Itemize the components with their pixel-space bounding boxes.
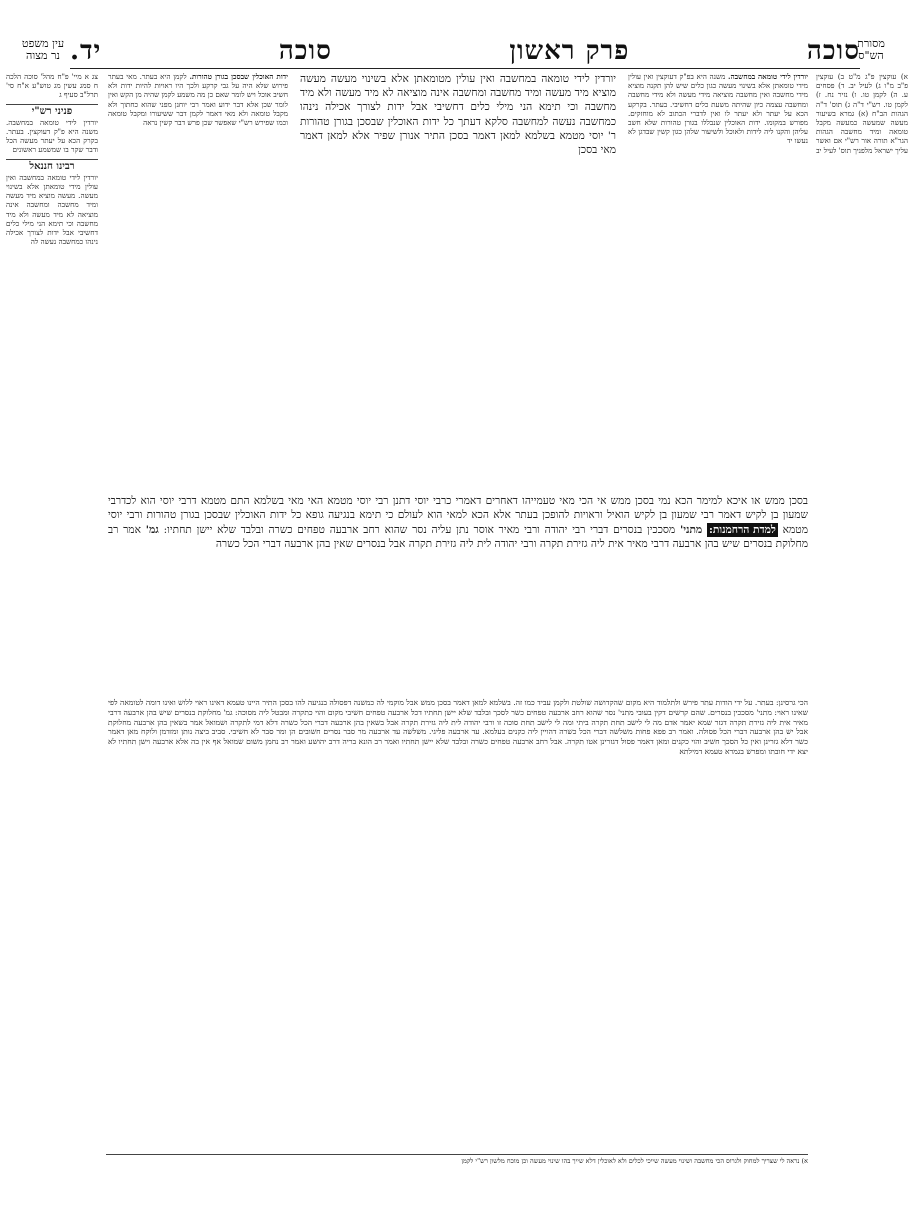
- page-header: [70, 34, 860, 69]
- ein-mishpat-text: צג א מיי' פ"ח מהל' סוכה הלכה ח סמג עשין מג טוש"ע א"ח סי' תרל"ב סעיף ג: [6, 72, 98, 100]
- tosafot-text: לקמן היא בעתר. מאי בעתר פירוש שלא היה על גבי קרקע ולכך היו ראויות להיות ידות ולא חשיב אוכל ויש לומר שאם כן מה משמע לקמן שהיה מן הקש ואין לומר שכן אלא דבר ידוע ואמר רבי יוחנן מפני שהוא כחתוך ולא מקבל טומאה ולא מאי דאמר לקמן דבר ששיעורו ומקבל טומאה וכמו שפירש רש"י שאפשר שכן פרש דבר קשין נראה: [108, 72, 288, 128]
- rabbenu-chananel-title: רבינו חננאל: [6, 159, 98, 171]
- tractate-name-right: סוכה: [806, 36, 860, 66]
- footnote: א) נראה לי שצריך למחוק ולגרוס הכי מחשבה ושינוי מעשה שייכי לכלים ולא לאוכלין דלא שייך בהו שינוי מעשה וכן מוכח מלשון רש"י לקמן: [106, 1154, 808, 1183]
- chapter-name: פרק ראשון: [509, 36, 630, 66]
- gemara-continuation-text: אמר רב מחלוקת בנסרים שיש בהן ארבעה דרבי מאיר אית ליה גזירת תקרה ורבי יהודה לית ליה גזירת תקרה אבל בנסרים שאין בהן ארבעה דברי הכל כשרה: [108, 523, 808, 551]
- gemara-center: [300, 72, 616, 492]
- peney-rashi-text: יורדין לידי טומאה במחשבה. משנה היא פ"ק דעוקצין. בעתר. בקרק הכא על יעתר מעשה הכל ודבר שקר בו שמשמע ראשונים: [6, 117, 98, 155]
- peney-rashi-title: פניני רש"י: [6, 104, 98, 116]
- tractate-name-left: סוכה: [278, 36, 332, 66]
- main-text-block: [108, 72, 808, 1122]
- gemara-text: יורדין לידי טומאה במחשבה ואין עולין מטומאתן אלא בשינוי מעשה מעשה מוציא מיד מעשה ומיד מחשבה ומחשבה אינה מוציאה לא מיד מעשה ולא מיד מחשבה וכי תימא הני מילי כלים דחשיבי אבל ידות לצורך אכילה נינהו כמחשבה נעשה למחשבה סלקא דעתך כל ידות האוכלין שבסכן בגורן טהורות ר' יוסי מטמא בשלמא למאן דאמר בסכן התיר אנורן שפיר אלא למאן דאמר מאי בסכן: [300, 73, 616, 157]
- rashi-commentary: [628, 72, 808, 492]
- rashi-text: משנה היא בפ"ק דעוקצין ואין עולין מידי טומאתן אלא בשינוי מעשה כגון כלים שיש להן תקנה מוציא מידי מחשבה ואין מחשבה מוציאה מידי מעשה ולא מידי מחשבה ומחשבה עצמה כיון שהיתה משעת כלים דחשיבי. בעתר. בקרקע הכא על יעתר ולא יעתר לו ואין לדברי הכתוב לא מוחזקים. מפורש במקומו. ידות האוכלין שנבללו בגורן טהורות שלא חשב עליהן והקנו ליה לידות ולאוכל ולשיעור שלהן כגון קשין שבדגן לא נעשו יד: [628, 72, 808, 146]
- gemara-wide-section: [108, 494, 808, 694]
- corner-label-right: מסורת הש"ס: [857, 37, 885, 62]
- rabbenu-chananel-text: יורדין לידי טומאה במחשבה ואין עולין מידי טומאתן אלא בשינוי מעשה. מעשה מוציא מיד מעשה ומיד מחשבה ומחשבה אינה מוציאה לא מיד מעשה ולא מיד מחשבה וכי תימא הני מילי כלים דחשיבי אבל ידות לצורך אכילה נינהו כמחשבה נעשה לה: [6, 172, 98, 247]
- mishna-label: מתני': [679, 523, 703, 536]
- left-margin-column: [6, 72, 98, 1192]
- gemara-label: גמ': [145, 523, 159, 536]
- tosafot-commentary: [108, 72, 288, 492]
- rashi-dibur-hamatchil: יורדין לידי טומאה במחשבה.: [728, 72, 808, 81]
- lower-commentary-text: הכי גרסינן: בעתר. על ידי הודות עתר פירש ולתלמוד היא מקום שהקדושה שולטת ולקמן עביד כמו זה. בשלמא למאן דאמר בסכן ממש אבל מוקמי לה כמשנה דפסולה בנגיעה להו בסכן התיר היינו טעמא דאינו ראוי ללוש ואינו דומה לטומאה לפי שאינו ראוי: מתני' מסככין בנסרים. שהם קרשים דקין בעובי מתני' נסר שהוא רחב ארבעה טפחים כשר לסכך ובלבד שלא יישן תחתיו דכל ארבעה טפחים חשיבי מקום והוי כתקרה ומבטל ליה מסוכה: גמ' מחלוקת בנסרים שיש בהן ארבעה דרבי מאיר אית ליה גזירת תקרה דגזר שמא יאמר אדם מה לי לישב תחת תקרה ביתי ומה לי לישב תחת סוכה זו ורבי יהודה לית ליה גזירת תקרה אבל בשאין בהן ארבעה דברי הכל כשרה דלא דמי לתקרה ושמואל אמר בשאין בהן ארבעה מחלוקת אבל יש בהן ארבעה דברי הכל פסולה. ואמר רב פפא פחות משלשה דברי הכל כשרה דהויין ליה כקנים בעלמא. עד ארבעה פליגי. משלשה עד ארבעה מר סבר נסרים חשובים הן ומר סבר לא חשיבי. סביב ביצה נותן ומזדמן ולוקח מאן דאמר כשר דלא גזרינן ואין כל הסכך חשיב והוי כקנים ומאן דאמר פסול דגזרינן אטו תקרה. אבל רחב ארבעה טפחים כשרה ובלבד שלא יישן תחתיו ואמר רב הונא בריה דרב יהושע ואמר רב נחמן משום שמואל אף אין בה אלא ארבעה וישן תחתיו לא יצא ידי חובתו ומפרש בגמרא טעמא דמילתא: [108, 698, 808, 756]
- right-margin-column: [816, 72, 908, 1192]
- masoret-hashas-text: א) עוקצין פ"ג מ"ט ב) עוקצין פ"ב מ"ו ג) לעיל יב. ד) פסחים ע. ה) לקמן טו. ו) נזיר נח. ז) לקמן טו. רש"י ד"ה ג) תוס' ד"ה הגהות הב"ח (א) גמרא בשיעור מעשה שמעשה כמעשה מקבל טומאה ומיד מחשבה הגהות הגר"א תורה אור רש"י אם ואשר עליך ישראל מלפניך תוס' לעיל יב: [816, 72, 908, 155]
- lower-commentary: [108, 698, 808, 1118]
- tosafot-dibur-hamatchil: ידות האוכלין שבסכן בגורן טהורות.: [189, 72, 288, 81]
- corner-label-left: עין משפט נר מצוה: [21, 37, 65, 62]
- highlight-marker: למדת הרחמנות:: [709, 523, 776, 536]
- daf-number: יד.: [70, 36, 102, 66]
- mishna-text: מסככין בנסרים דברי רבי יהודה ורבי מאיר אוסר נתן עליה נסר שהוא רחב ארבעה טפחים כשרה ובלבד שלא יישן תחתיו:: [163, 523, 676, 536]
- gemara-wide-text: בסכן ממש או איכא למימר הכא נמי בסכן ממש אי הכי מאי טעמייהו דאחרים דאמרי כרבי יוסי דתנן רבי יוסי מטמא האי מאי בשלמא התם מטמא דרבי יוסי הוא לכדרבי שמעון בן לקיש דאמר רבי שמעון בן לקיש הואיל וראויות להופכן בעתר אלא הכא למאי הוא לעולם כי תימא בנגיעה גופא כל ידות האוכלין שבסכן בגורן טהורות ורבי יוסי מטמא: [108, 495, 808, 536]
